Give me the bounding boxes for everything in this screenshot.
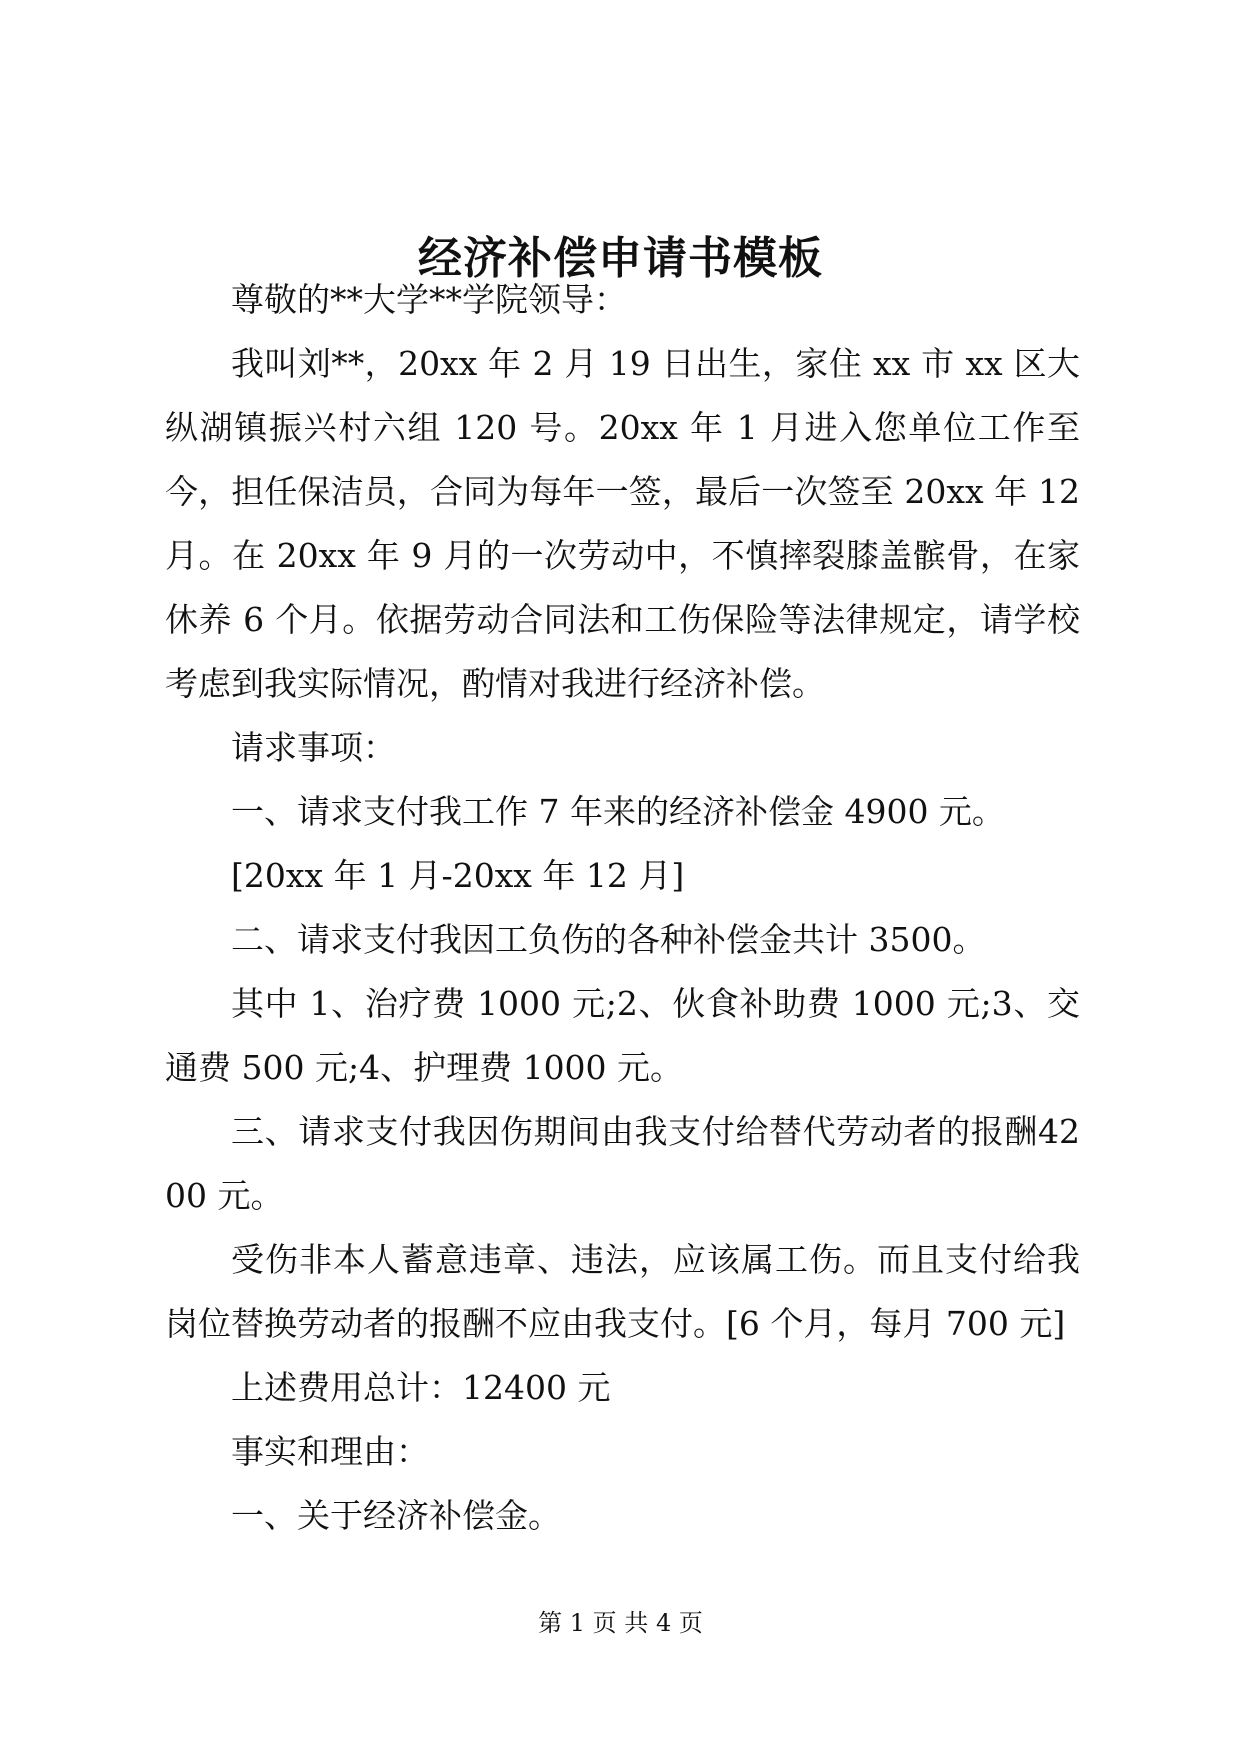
page-footer: 第 1 页 共 4 页 (538, 1609, 703, 1637)
request-item-1: 一、请求支付我工作 7 年来的经济补偿金 4900 元。 (231, 792, 1005, 831)
document-body (165, 268, 1080, 1548)
request-item-3: 三、请求支付我因伤期间由我支付给替代劳动者的报酬4200 元。 (165, 1112, 1080, 1215)
request-item-1-period: [20xx 年 1 月-20xx 年 12 月] (231, 856, 685, 895)
document-title: 经济补偿申请书模板 (418, 233, 823, 284)
salutation: 尊敬的**大学**学院领导： (231, 280, 627, 319)
request-item-3-detail: 受伤非本人蓄意违章、违法，应该属工伤。而且支付给我岗位替换劳动者的报酬不应由我支付。[6 个月，每月 700 元] (165, 1240, 1080, 1343)
request-item-2: 二、请求支付我因工负伤的各种补偿金共计 3500。 (231, 920, 986, 959)
request-item-2-detail: 其中 1、治疗费 1000 元;2、伙食补助费 1000 元;3、交通费 500 元;4、护理费 1000 元。 (165, 984, 1080, 1087)
heading-facts-reasons: 事实和理由： (231, 1432, 429, 1471)
heading-requests: 请求事项： (231, 728, 396, 767)
paragraph-intro: 我叫刘**，20xx 年 2 月 19 日出生，家住 xx 市 xx 区大纵湖镇振兴村六组 120 号。20xx 年 1 月进入您单位工作至今，担任保洁员，合同为每年一签，最后一次签至 20xx 年 12 月。在 20xx 年 9 月的一次劳动中，不慎摔裂膝盖髌骨，在家休养 6 个月。依据劳动合同法和工伤保险等法律规定，请学校考虑到我实际情况，酌情对我进行经济补偿。 (165, 344, 1080, 703)
reason-item-1: 一、关于经济补偿金。 (231, 1496, 561, 1535)
total-line: 上述费用总计：12400 元 (231, 1368, 611, 1407)
